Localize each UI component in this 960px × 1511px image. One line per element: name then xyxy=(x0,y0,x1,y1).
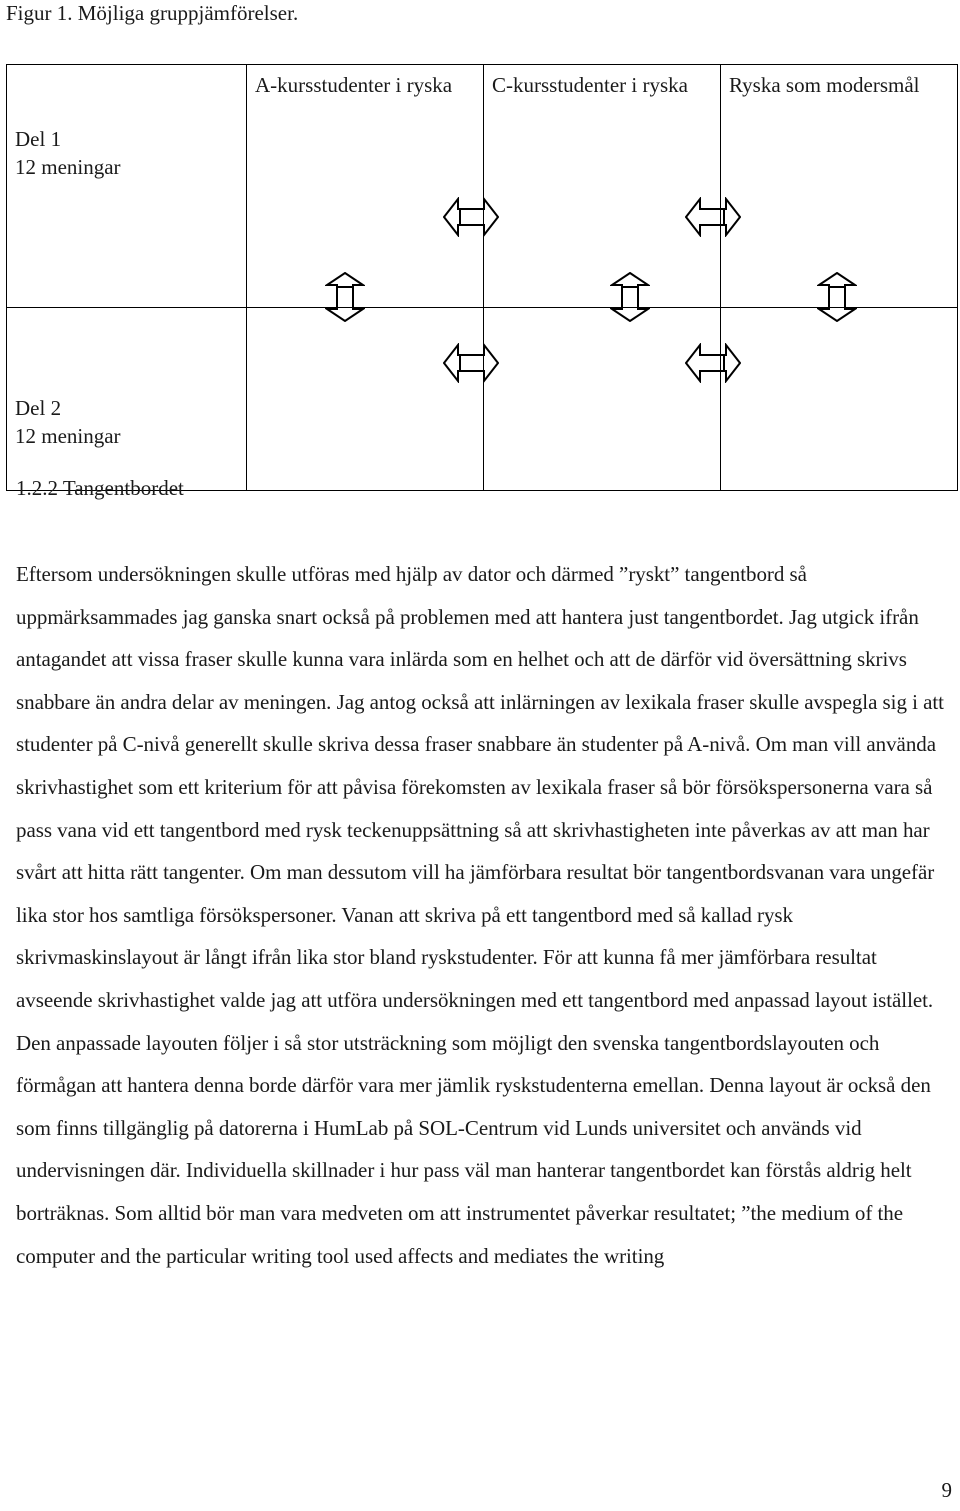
row-label-del2 xyxy=(7,308,247,491)
row-label-del2-count: 12 meningar xyxy=(15,424,121,448)
cell-a-kurs-del2 xyxy=(247,308,484,491)
column-header-a-kurs: A-kursstudenter i ryska xyxy=(247,65,484,308)
section-body-paragraph: Eftersom undersökningen skulle utföras med hjälp av dator och därmed ”ryskt” tangentbord så uppmärksammades jag ganska snart också på problemen med att hantera just tangentbordet. Jag utgick ifrån antagandet att vissa fraser skulle kunna vara inlärda som en helhet och att de därför vid översättning skrivs snabbare än andra delar av meningen. Jag antog också att inlärningen av lexikala fraser skulle avspegla sig i att studenter på C-nivå generellt skulle skriva dessa fraser snabbare än studenter på A-nivå. Om man vill använda skrivhastighet som ett kriterium för att påvisa förekomsten av lexikala fraser så bör försökspersonerna vara så pass vana vid ett tangentbord med rysk teckenuppsättning så att skrivhastigheten inte påverkas av att man har svårt att hitta rätt tangenter. Om man dessutom vill ha jämförbara resultat bör tangentbordsvanan vara ungefär lika stor hos samtliga försökspersoner. Vanan att skriva på ett tangentbord med så kallad rysk skrivmaskinslayout är långt ifrån lika stor bland ryskstudenter. För att kunna få mer jämförbara resultat avseende skrivhastighet valde jag att utföra undersökningen med ett tangentbord med anpassad layout istället. Den anpassade layouten följer i så stor utsträckning som möjligt den svenska tangentbordslayouten och förmågan att hantera denna borde därför vara mer jämlik ryskstudenterna emellan. Denna layout är också den som finns tillgänglig på datorerna i HumLab på SOL-Centrum vid Lunds universitet och används vid undervisningen där. Individuella skillnader i hur pass väl man hanterar tangentbordet kan förstås aldrig helt borträknas. Som alltid bör man vara medveten om att instrumentet påverkar resultatet; ”the medium of the computer and the particular writing tool used affects and mediates the writing xyxy=(16,562,944,1268)
page-number: 9 xyxy=(941,1478,952,1502)
section-heading: 1.2.2 Tangentbordet xyxy=(16,476,184,500)
row-label-del1-count: 12 meningar xyxy=(15,155,121,179)
column-header-ryska-modersmal: Ryska som modersmål xyxy=(721,65,958,308)
column-header-c-kurs: C-kursstudenter i ryska xyxy=(484,65,721,308)
row-label-del1-title: Del 1 xyxy=(15,127,62,151)
cell-c-kurs-del2 xyxy=(484,308,721,491)
cell-ryska-del2 xyxy=(721,308,958,491)
row-label-del1 xyxy=(7,65,247,308)
figure-caption: Figur 1. Möjliga gruppjämförelser. xyxy=(6,1,299,25)
group-comparison-table xyxy=(6,64,958,491)
row-label-del2-title: Del 2 xyxy=(15,396,62,420)
